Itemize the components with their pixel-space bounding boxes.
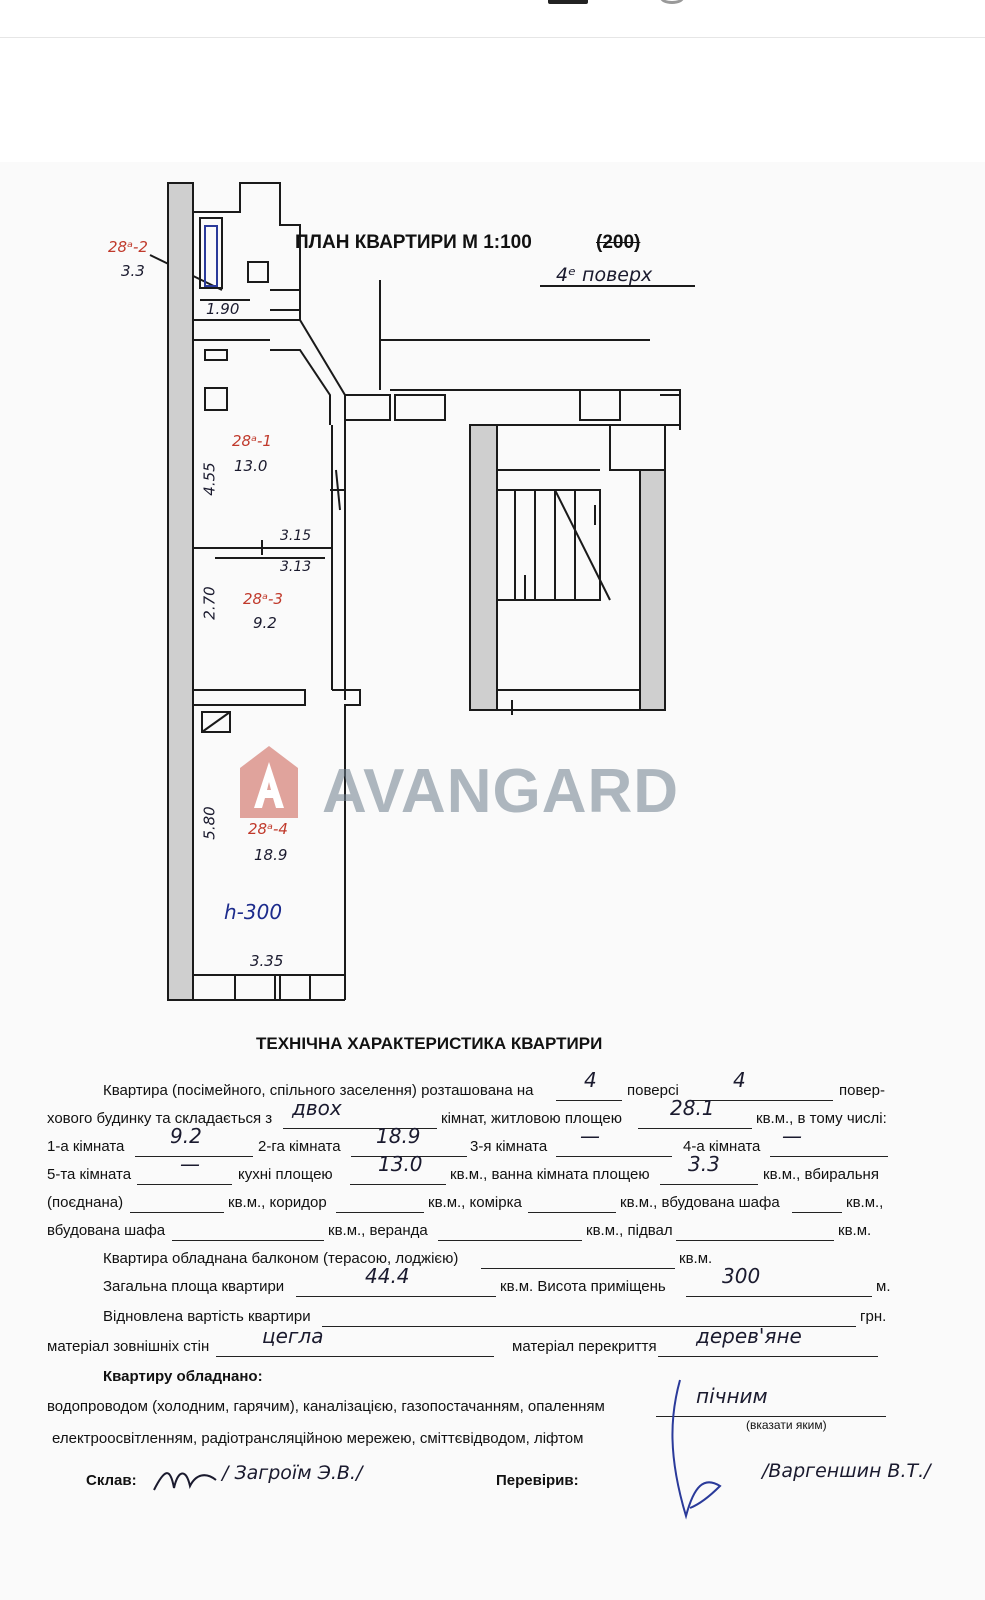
spec-text: 3-я кімната [470,1138,548,1155]
spec-text: матеріал зовнішніх стін [47,1338,210,1355]
room-number: 28ᵃ-4 [248,820,288,838]
room3-value: — [580,1124,600,1148]
top-bar [0,0,985,38]
checker-signature-icon [660,1376,740,1526]
room1-value: 9.2 [170,1124,202,1148]
spec-text: кв.м., веранда [328,1222,428,1239]
spec-text: Відновлена вартість квартири [103,1308,311,1325]
spec-text: електроосвітленням, радіотрансляційною мережею, сміттєвідводом, ліфтом [52,1430,584,1447]
spec-text: кв.м., коридор [228,1194,327,1211]
spec-text: Квартира (посімейного, спільного заселення) розташована на [103,1082,534,1099]
checked-by-label: Перевірив: [496,1472,579,1489]
spec-title: ТЕХНІЧНА ХАРАКТЕРИСТИКА КВАРТИРИ [256,1034,603,1053]
dim-label: 5.80 [200,806,219,840]
spec-text: кв.м. Висота приміщень [500,1278,666,1295]
dim-label: 3.35 [250,952,284,970]
spec-text: кв.м., вбудована шафа [620,1194,780,1211]
spec-text: вбудована шафа [47,1222,166,1239]
spec-text: Загальна площа квартири [103,1278,285,1295]
floor-note: 4ᵉ поверх [556,264,653,286]
room2-value: 18.9 [376,1124,421,1148]
spec-text: матеріал перекриття [512,1338,657,1355]
spec-hint: (вказати яким) [746,1418,827,1432]
spec-text: кв.м., підвал [586,1222,673,1239]
dim-label: 4.55 [200,462,219,496]
room5-value: — [180,1152,200,1176]
spec-text: кв.м. [679,1250,713,1267]
spec-text: водопроводом (холодним, гарячим), каналізацією, газопостачанням, опаленням [47,1398,605,1415]
room-area: 18.9 [254,846,288,864]
bath-value: 3.3 [688,1152,720,1176]
compiler-name: / Загроїм Э.В./ [222,1462,363,1484]
spec-text: кв.м., вбиральня [763,1166,879,1183]
dim-label: 3.13 [280,559,312,575]
spec-text: повер- [839,1082,885,1099]
plan-title: ПЛАН КВАРТИРИ М 1:100 [295,232,532,253]
spec-text: кімнат, житловою площею [441,1110,622,1127]
floor-plan-drawing [0,162,985,1032]
watermark-text: AVANGARD [322,757,680,826]
spec-text: поверсі [627,1082,679,1099]
spec-text: 5-та кімната [47,1166,132,1183]
spec-text: кухні площею [238,1166,333,1183]
compiled-by-label: Склав: [86,1472,137,1489]
kitchen-value: 13.0 [378,1152,423,1176]
dim-label: 3.15 [280,528,312,544]
dim-label: 2.70 [200,586,219,620]
spec-text: кв.м. [838,1222,872,1239]
room-number: 28ᵃ-3 [243,590,283,608]
living-area-value: 28.1 [670,1096,715,1120]
height-value: 300 [722,1264,761,1288]
signature-icon [150,1460,220,1500]
spec-text: 2-га кімната [258,1138,341,1155]
avangard-logo-icon [238,744,300,820]
room-area: 13.0 [234,457,268,475]
header-fragment [548,0,588,4]
spec-text: кв.м., в тому числі: [756,1110,887,1127]
dim-label: 1.90 [206,300,240,318]
room-area: 3.3 [121,262,145,280]
rooms-count-value: двох [292,1096,342,1120]
spec-text: 1-а кімната [47,1138,125,1155]
height-note: h-300 [224,900,283,924]
floor-value: 4 [584,1068,597,1092]
walls-value: цегла [262,1324,324,1348]
spec-text: хового будинку та складається з [47,1110,273,1127]
spec-text: (поєднана) [47,1194,124,1211]
room-number: 28ᵃ-2 [108,238,148,256]
spec-text: кв.м., [846,1194,884,1211]
header-icon [660,0,684,4]
total-area-value: 44.4 [365,1264,410,1288]
spec-text: грн. [860,1308,887,1325]
room-area: 9.2 [253,614,277,632]
spec-subtitle: Квартиру обладнано: [103,1368,263,1385]
room-number: 28ᵃ-1 [232,432,272,450]
spec-text: кв.м., комірка [428,1194,522,1211]
plan-title-struck-scale: (200) [596,232,641,253]
checker-name: /Варгеншин В.Т./ [762,1460,931,1482]
heating-value: пічним [696,1384,768,1408]
room4-value: — [782,1124,802,1148]
spec-text: кв.м., ванна кімната площею [450,1166,650,1183]
floor-material-value: дерев'яне [696,1324,802,1348]
spec-text: Квартира обладнана балконом (терасою, лоджією) [103,1250,459,1267]
floors-total-value: 4 [733,1068,746,1092]
spec-text: 4-а кімната [683,1138,761,1155]
spec-text: м. [876,1278,891,1295]
